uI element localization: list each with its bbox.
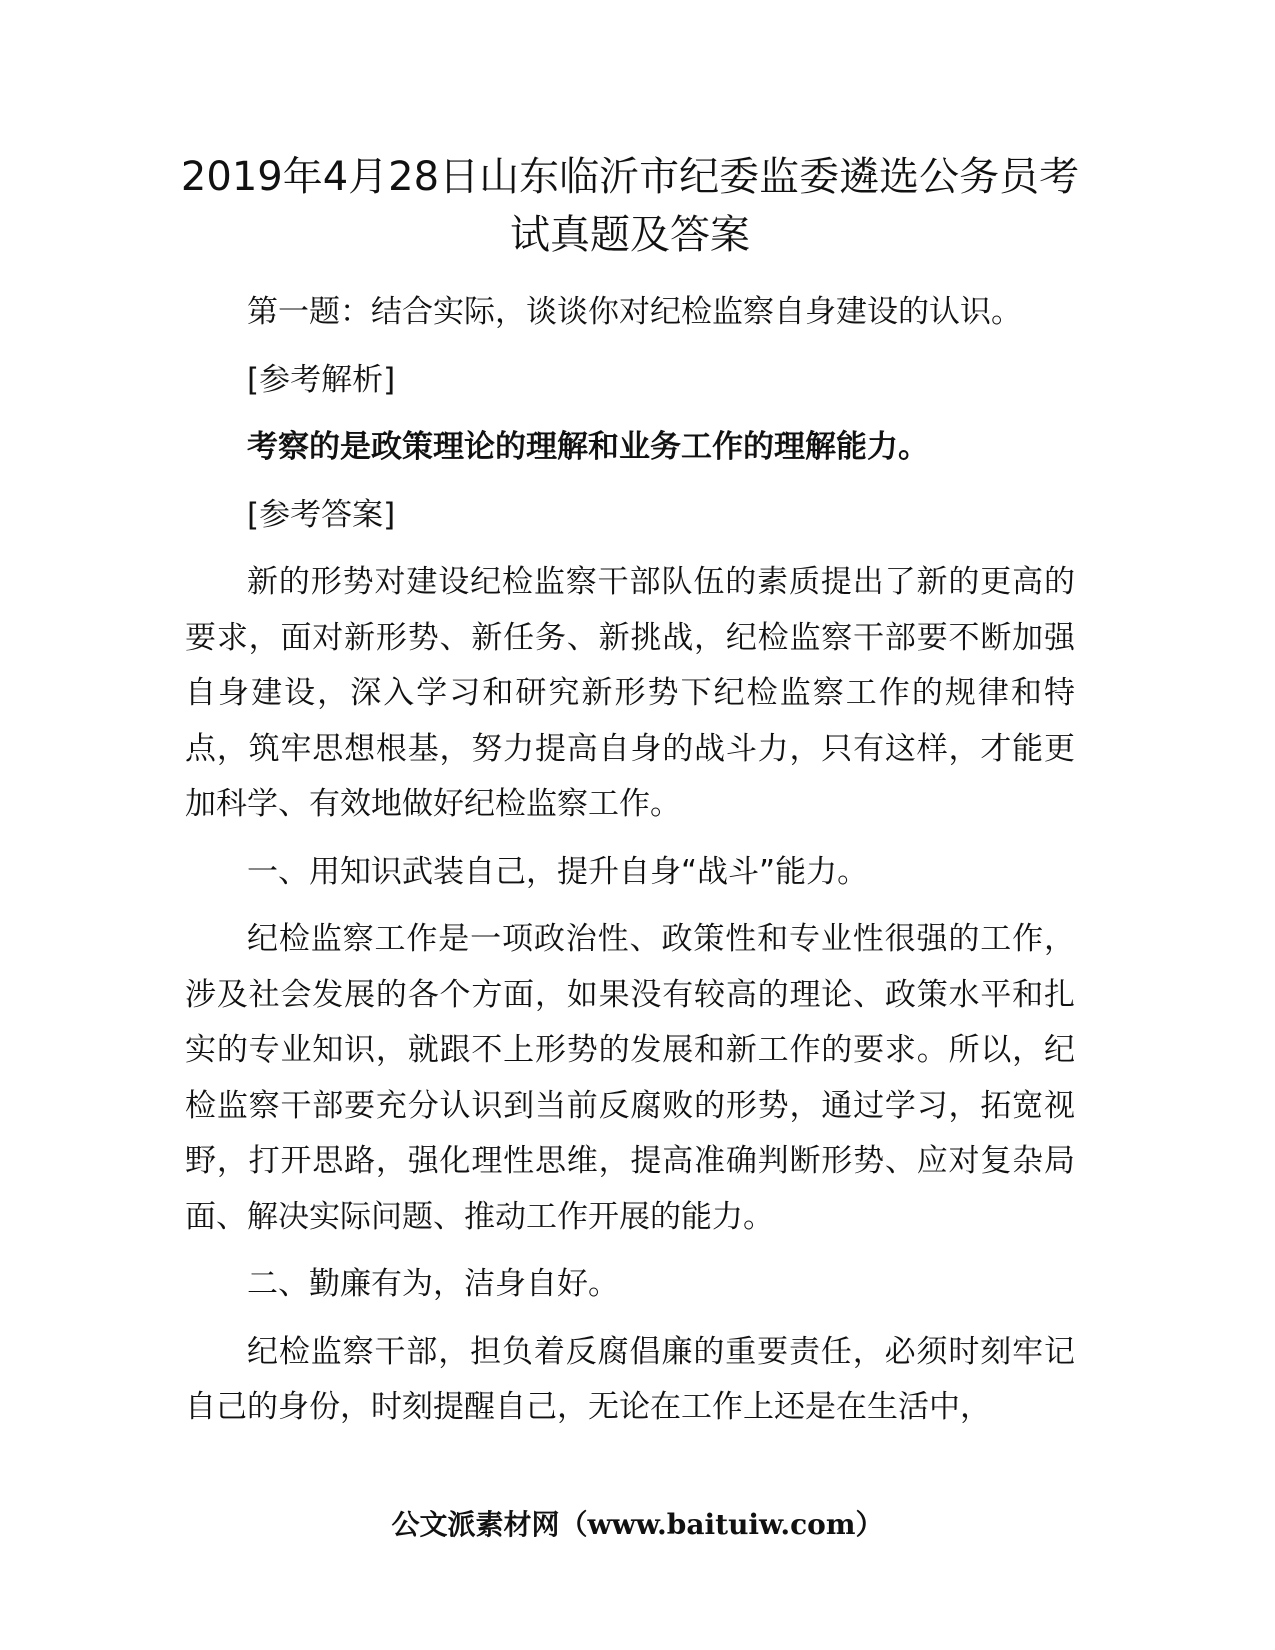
analysis-paragraph: 考察的是政策理论的理解和业务工作的理解能力。 bbox=[247, 429, 929, 465]
section-paragraph-2: 纪检监察干部，担负着反腐倡廉的重要责任，必须时刻牢记自己的身份，时刻提醒自己，无论在工作上还是在生活中， bbox=[185, 1333, 1075, 1425]
analysis-heading: [参考解析] bbox=[247, 361, 396, 398]
section-paragraph-1: 纪检监察工作是一项政治性、政策性和专业性很强的工作，涉及社会发展的各个方面，如果没有较高的理论、政策水平和扎实的专业知识，就跟不上形势的发展和新工作的要求。所以，纪检监察干部要充分认识到当前反腐败的形势，通过学习，拓宽视野，打开思路，强化理性思维，提高准确判断形势、应对复杂局面、解决实际问题、推动工作开展的能力。 bbox=[185, 921, 1075, 1235]
question-paragraph: 第一题：结合实际，谈谈你对纪检监察自身建设的认识。 bbox=[247, 294, 1022, 330]
section-heading-2: 二、勤廉有为，洁身自好。 bbox=[247, 1266, 619, 1302]
footer-watermark: 公文派素材网（www.baituiw.com） bbox=[391, 1508, 884, 1541]
answer-heading: [参考答案] bbox=[247, 496, 396, 533]
section-heading-1: 一、用知识武装自己，提升自身“战斗”能力。 bbox=[247, 853, 869, 890]
document-title: 2019年4月28日山东临沂市纪委监委遴选公务员考试真题及答案 bbox=[180, 154, 1080, 258]
document-body bbox=[185, 285, 1075, 1436]
answer-intro-paragraph: 新的形势对建设纪检监察干部队伍的素质提出了新的更高的要求，面对新形势、新任务、新挑战，纪检监察干部要不断加强自身建设，深入学习和研究新形势下纪检监察工作的规律和特点，筑牢思想根基，努力提高自身的战斗力，只有这样，才能更加科学、有效地做好纪检监察工作。 bbox=[185, 564, 1075, 822]
